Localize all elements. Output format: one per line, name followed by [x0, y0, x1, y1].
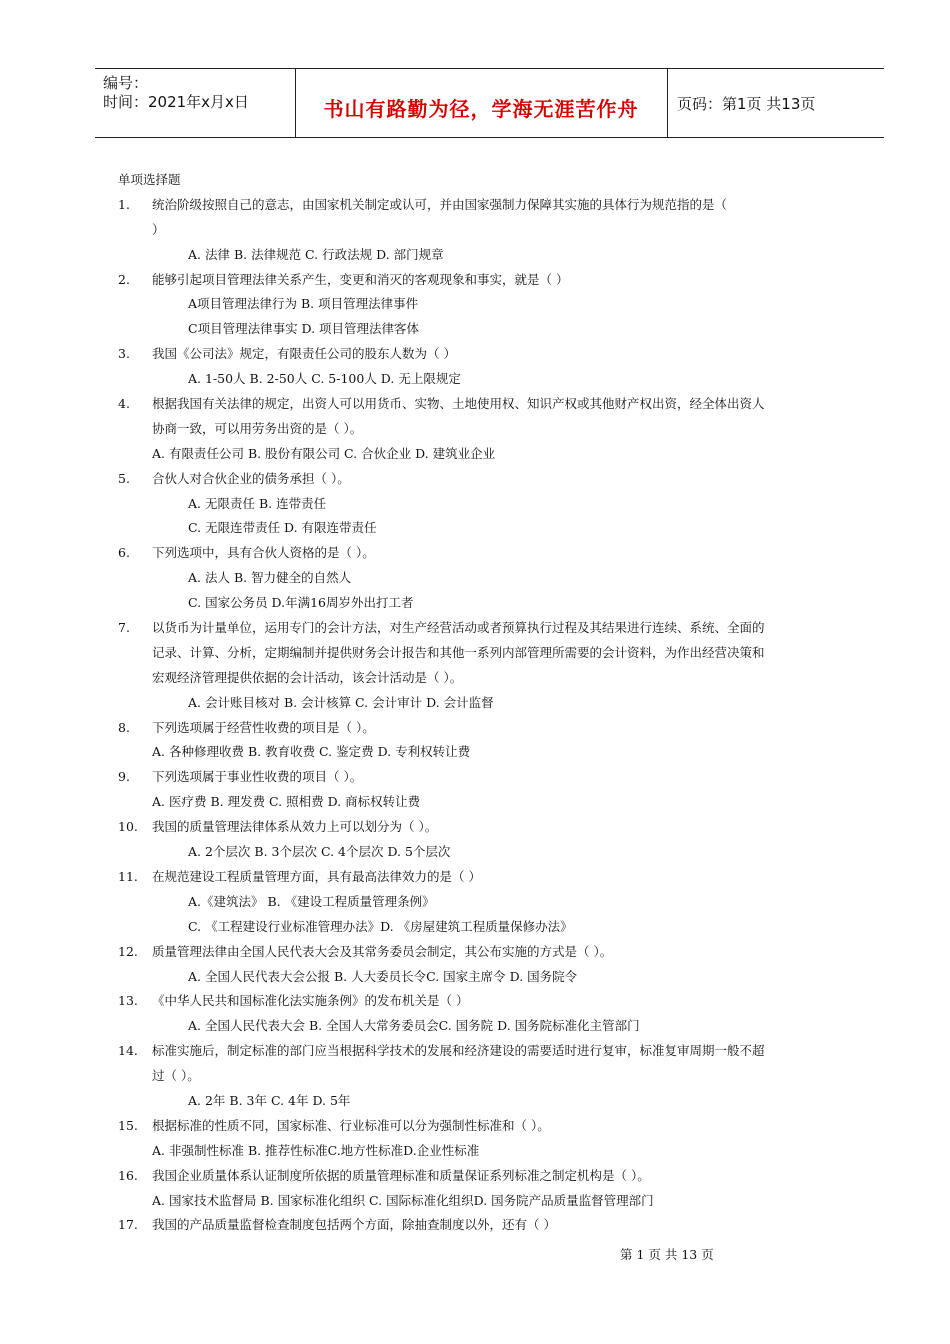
question-number: 3.	[118, 346, 130, 362]
page-footer: 第 1 页 共 13 页	[620, 1247, 714, 1262]
document-body	[118, 168, 868, 1238]
question-text: 标准实施后，制定标准的部门应当根据科学技术的发展和经济建设的需要适时进行复审，标准复审周期一般不超	[152, 1043, 765, 1059]
answer-options	[118, 965, 868, 990]
question-line	[118, 268, 868, 293]
answer-options	[118, 890, 868, 915]
question-text: 以货币为计量单位，运用专门的会计方法，对生产经营活动或者预算执行过程及其结果进行连续、系统、全面的	[152, 620, 765, 636]
question-line	[118, 616, 868, 641]
document-number-label: 编号：	[103, 74, 149, 92]
question-line	[118, 541, 868, 566]
question-number: 9.	[118, 769, 130, 785]
question-text: 能够引起项目管理法律关系产生，变更和消灭的客观现象和事实，就是（ ）	[152, 271, 569, 287]
question-text: 合伙人对合伙企业的债务承担（ ）。	[152, 470, 350, 486]
question-text: 在规范建设工程质量管理方面，具有最高法律效力的是（ ）	[152, 868, 481, 884]
options-text: C. 无限连带责任 D. 有限连带责任	[188, 520, 377, 536]
question-number: 10.	[118, 819, 138, 835]
answer-options	[118, 492, 868, 517]
answer-options	[118, 317, 868, 342]
question-number: 13.	[118, 993, 138, 1009]
answer-options	[118, 740, 868, 765]
answer-options	[118, 591, 868, 616]
question-text: 根据我国有关法律的规定，出资人可以用货币、实物、土地使用权、知识产权或其他财产权出资，经全体出资人	[152, 396, 765, 412]
question-number: 1.	[118, 196, 130, 212]
answer-options	[118, 840, 868, 865]
document-time: 时间：2021年x月x日	[103, 93, 249, 111]
question-text: 我国的产品质量监督检查制度包括两个方面，除抽查制度以外，还有（ ）	[152, 1217, 556, 1233]
page-header	[95, 68, 884, 138]
answer-options	[118, 566, 868, 591]
question-line	[118, 1164, 868, 1189]
question-text: 根据标准的性质不同，国家标准、行业标准可以分为强制性标准和（ ）。	[152, 1117, 550, 1133]
question-text: 下列选项属于经营性收费的项目是（ ）。	[152, 719, 375, 735]
question-line	[118, 1114, 868, 1139]
answer-options	[118, 292, 868, 317]
question-continuation	[118, 1064, 868, 1089]
options-text: A. 法律 B. 法律规范 C. 行政法规 D. 部门规章	[188, 246, 444, 262]
question-line	[118, 716, 868, 741]
options-text: A项目管理法律行为 B. 项目管理法律事件	[188, 296, 419, 312]
question-number: 4.	[118, 396, 130, 412]
question-number: 5.	[118, 470, 130, 486]
question-continuation	[118, 666, 868, 691]
question-text: 《中华人民共和国标准化法实施条例》的发布机关是（ ）	[152, 993, 469, 1009]
answer-options	[118, 243, 868, 268]
options-text: A. 各种修理收费 B. 教育收费 C. 鉴定费 D. 专利权转让费	[152, 744, 471, 760]
question-number: 7.	[118, 620, 130, 636]
answer-options	[118, 790, 868, 815]
question-number: 6.	[118, 545, 130, 561]
options-text: A. 全国人民代表大会 B. 全国人大常务委员会C. 国务院 D. 国务院标准化主管部门	[188, 1018, 640, 1034]
options-text: A. 国家技术监督局 B. 国家标准化组织 C. 国际标准化组织D. 国务院产品质量监督管理部门	[152, 1192, 654, 1208]
answer-options	[118, 367, 868, 392]
question-number: 16.	[118, 1167, 138, 1183]
header-page-info: 页码：第1页 共13页	[677, 95, 816, 113]
question-number: 8.	[118, 719, 130, 735]
answer-options	[118, 516, 868, 541]
question-line	[118, 193, 868, 218]
options-text: A. 法人 B. 智力健全的自然人	[188, 570, 352, 586]
options-text: C. 国家公务员 D.年满16周岁外出打工者	[188, 595, 414, 611]
options-text: A. 有限责任公司 B. 股份有限公司 C. 合伙企业 D. 建筑业企业	[152, 445, 496, 461]
header-motto-cell	[295, 69, 668, 137]
question-line	[118, 865, 868, 890]
header-info-cell	[95, 69, 296, 137]
question-text: ）	[152, 221, 165, 237]
options-text: A. 全国人民代表大会公报 B. 人大委员长令C. 国家主席令 D. 国务院令	[188, 968, 578, 984]
answer-options	[118, 442, 868, 467]
question-continuation	[118, 417, 868, 442]
question-text: 下列选项属于事业性收费的项目（ ）。	[152, 769, 363, 785]
question-line	[118, 342, 868, 367]
question-line	[118, 815, 868, 840]
answer-options	[118, 691, 868, 716]
question-continuation	[118, 218, 868, 243]
answer-options	[118, 1189, 868, 1214]
question-text: 统治阶级按照自己的意志，由国家机关制定或认可，并由国家强制力保障其实施的具体行为规范指的是（	[152, 196, 728, 212]
question-text: 我国《公司法》规定，有限责任公司的股东人数为（ ）	[152, 346, 456, 362]
options-text: C项目管理法律事实 D. 项目管理法律客体	[188, 321, 420, 337]
header-page-cell	[667, 69, 884, 137]
question-text: 宏观经济管理提供依据的会计活动，该会计活动是（ ）。	[152, 669, 463, 685]
question-number: 14.	[118, 1043, 138, 1059]
question-line	[118, 1213, 868, 1238]
question-text: 过（ ）。	[152, 1068, 200, 1084]
question-line	[118, 392, 868, 417]
question-line	[118, 1039, 868, 1064]
header-motto: 书山有路勤为径，学海无涯苦作舟	[323, 97, 639, 121]
answer-options	[118, 915, 868, 940]
options-text: A. 医疗费 B. 理发费 C. 照相费 D. 商标权转让费	[152, 794, 421, 810]
question-text: 下列选项中，具有合伙人资格的是（ ）。	[152, 545, 375, 561]
options-text: A. 2个层次 B. 3个层次 C. 4个层次 D. 5个层次	[188, 844, 451, 860]
question-text: 协商一致，可以用劳务出资的是（ ）。	[152, 420, 363, 436]
question-line	[118, 765, 868, 790]
answer-options	[118, 1014, 868, 1039]
question-line	[118, 989, 868, 1014]
options-text: A. 1-50人 B. 2-50人 C. 5-100人 D. 无上限规定	[188, 371, 461, 387]
question-list	[118, 193, 868, 1238]
question-number: 17.	[118, 1217, 138, 1233]
options-text: A. 非强制性标准 B. 推荐性标准C.地方性标准D.企业性标准	[152, 1142, 480, 1158]
question-text: 记录、计算、分析，定期编制并提供财务会计报告和其他一系列内部管理所需要的会计资料，为作出经营决策和	[152, 644, 765, 660]
section-title: 单项选择题	[118, 172, 181, 187]
question-text: 我国的质量管理法律体系从效力上可以划分为（ ）。	[152, 819, 438, 835]
question-number: 15.	[118, 1117, 138, 1133]
question-number: 11.	[118, 868, 138, 884]
question-line	[118, 467, 868, 492]
options-text: A. 2年 B. 3年 C. 4年 D. 5年	[188, 1092, 351, 1108]
options-text: A. 无限责任 B. 连带责任	[188, 495, 327, 511]
options-text: A.《建筑法》 B. 《建设工程质量管理条例》	[188, 893, 435, 909]
question-continuation	[118, 641, 868, 666]
answer-options	[118, 1139, 868, 1164]
question-number: 2.	[118, 271, 130, 287]
question-number: 12.	[118, 943, 138, 959]
question-text: 我国企业质量体系认证制度所依据的质量管理标准和质量保证系列标准之制定机构是（ ）。	[152, 1167, 650, 1183]
options-text: C. 《工程建设行业标准管理办法》D. 《房屋建筑工程质量保修办法》	[188, 918, 573, 934]
options-text: A. 会计账目核对 B. 会计核算 C. 会计审计 D. 会计监督	[188, 694, 494, 710]
question-text: 质量管理法律由全国人民代表大会及其常务委员会制定，其公布实施的方式是（ ）。	[152, 943, 613, 959]
question-line	[118, 940, 868, 965]
answer-options	[118, 1089, 868, 1114]
